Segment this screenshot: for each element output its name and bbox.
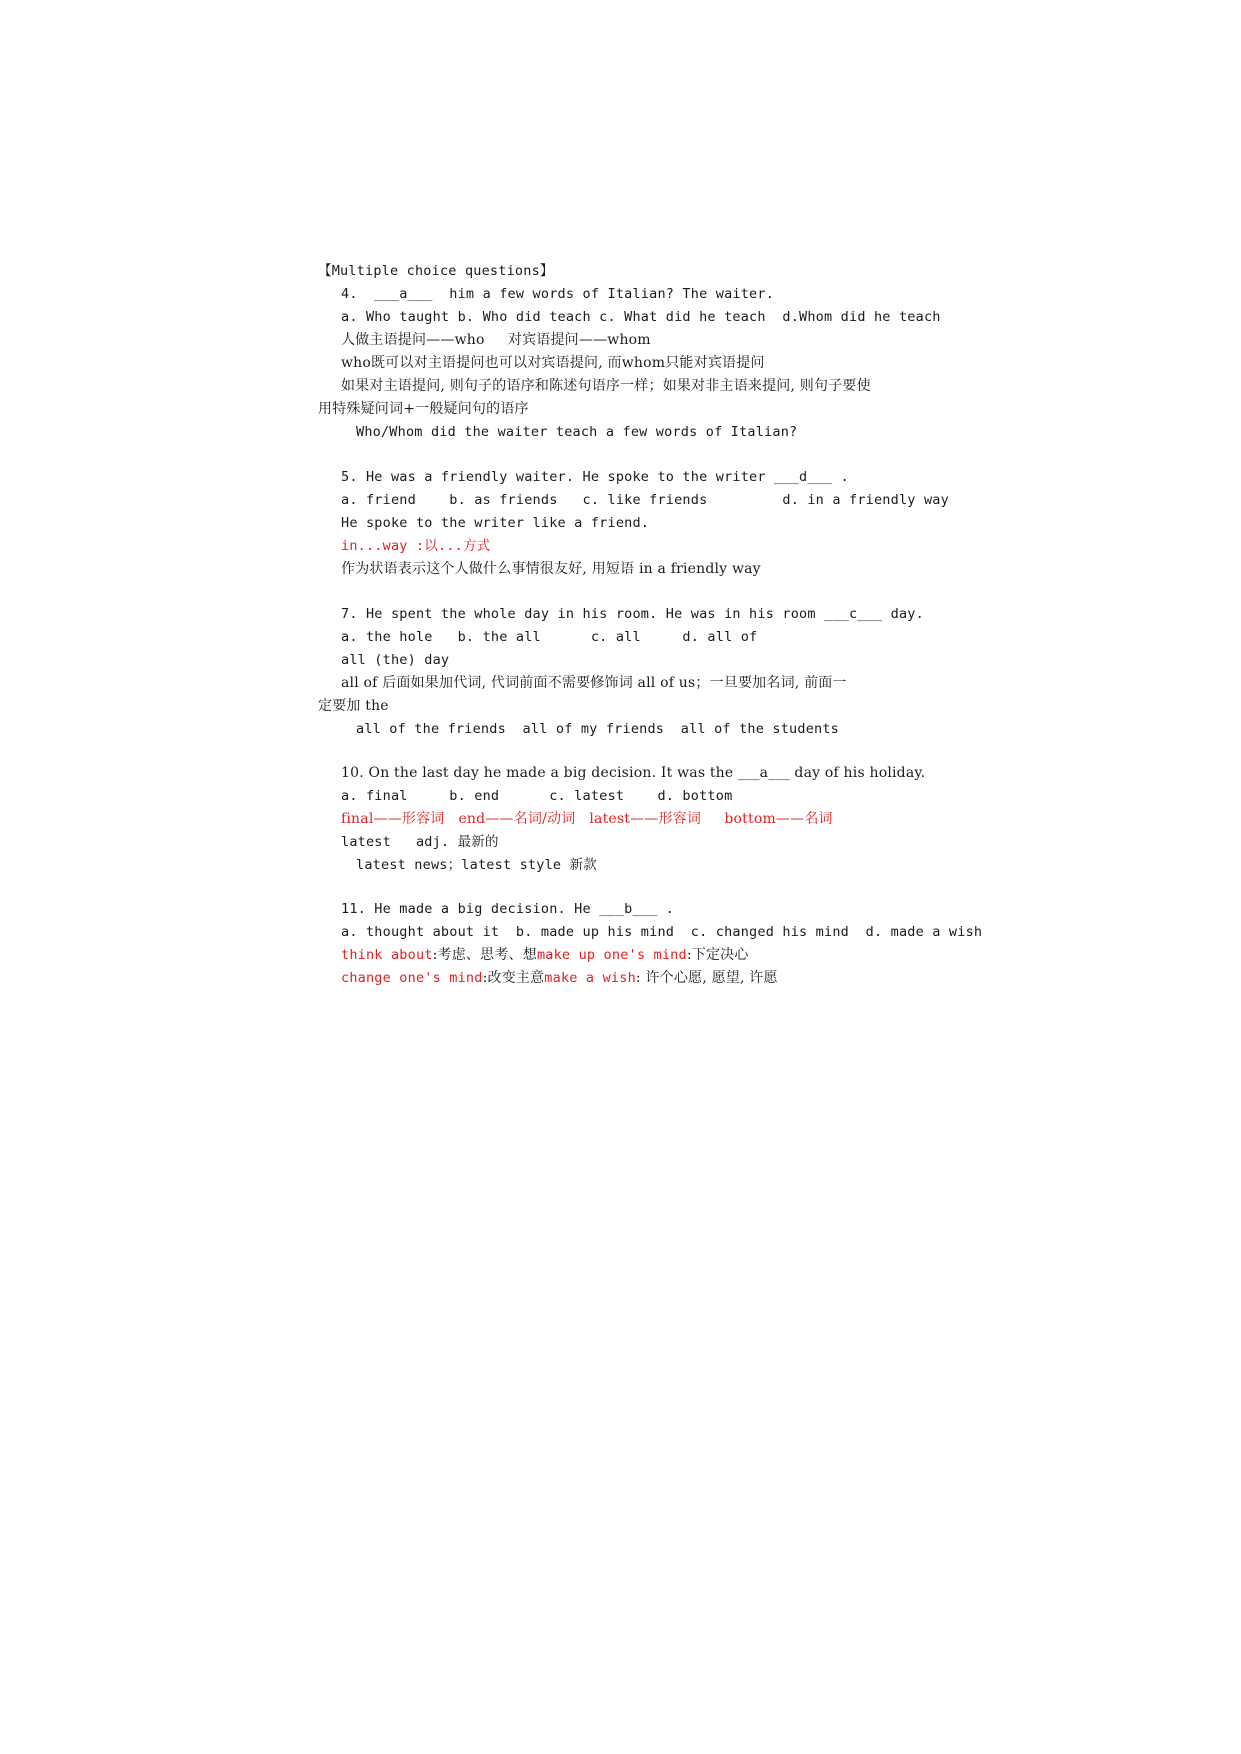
q10-note-1: latest adj. 最新的 (341, 834, 499, 850)
meaning-change-mind: :改变主意 (482, 970, 545, 986)
phrase-change-mind: change one's mind (341, 970, 483, 986)
meaning-make-up-mind: :下定决心 (686, 947, 749, 963)
q5-question: 5. He was a friendly waiter. He spoke to the writer ___d___ . (341, 469, 849, 485)
q4-question: 4. ___a___ him a few words of Italian? The waiter. (341, 286, 775, 302)
q7-question: 7. He spent the whole day in his room. He was in his room ___c___ day. (341, 606, 924, 622)
q5-note-3: 作为状语表示这个人做什么事情很友好, 用短语 in a friendly way (341, 561, 761, 577)
phrase-think-about: think about (341, 947, 433, 963)
q4-note-3a: 如果对主语提问, 则句子的语序和陈述句语序一样；如果对非主语来提问, 则句子要使 (341, 378, 871, 394)
q11-note-line-2 (341, 969, 778, 987)
q4-note-1: 人做主语提问——who 对宾语提问——whom (341, 332, 651, 348)
q7-note-2b: 定要加 the (318, 698, 389, 714)
q11-note-line-1 (341, 946, 749, 964)
q7-note-1: all (the) day (341, 652, 450, 668)
q4-note-2: who既可以对主语提问也可以对宾语提问, 而whom只能对宾语提问 (341, 355, 765, 371)
q5-options: a. friend b. as friends c. like friends d. in a friendly way (341, 492, 949, 508)
phrase-make-a-wish: make a wish (544, 970, 636, 986)
q11-question: 11. He made a big decision. He ___b___ . (341, 901, 675, 917)
q10-example: latest news；latest style 新款 (356, 857, 597, 873)
q10-question: 10. On the last day he made a big decision. It was the ___a___ day of his holiday. (341, 765, 926, 781)
q5-note-2: in...way :以...方式 (341, 538, 491, 554)
q7-example: all of the friends all of my friends all of the students (356, 721, 840, 737)
phrase-make-up-mind: make up one's mind (536, 947, 687, 963)
q7-options: a. the hole b. the all c. all d. all of (341, 629, 758, 645)
q11-options: a. thought about it b. made up his mind c. changed his mind d. made a wish (341, 924, 983, 940)
meaning-make-a-wish: : 许个心愿, 愿望, 许愿 (635, 970, 778, 986)
q10-note-red: final——形容词 end——名词/动词 latest——形容词 bottom——名词 (341, 811, 833, 827)
q4-example: Who/Whom did the waiter teach a few words of Italian? (356, 424, 798, 440)
meaning-think-about: :考虑、思考、想 (432, 947, 537, 963)
q5-note-1: He spoke to the writer like a friend. (341, 515, 650, 531)
q4-note-3b: 用特殊疑问词+一般疑问句的语序 (318, 401, 529, 417)
section-title: 【Multiple choice questions】 (318, 263, 554, 279)
q4-options: a. Who taught b. Who did teach c. What did he teach d.Whom did he teach (341, 309, 941, 325)
q7-note-2a: all of 后面如果加代词, 代词前面不需要修饰词 all of us；一旦要加名词, 前面一 (341, 675, 847, 691)
q10-options: a. final b. end c. latest d. bottom (341, 788, 733, 804)
